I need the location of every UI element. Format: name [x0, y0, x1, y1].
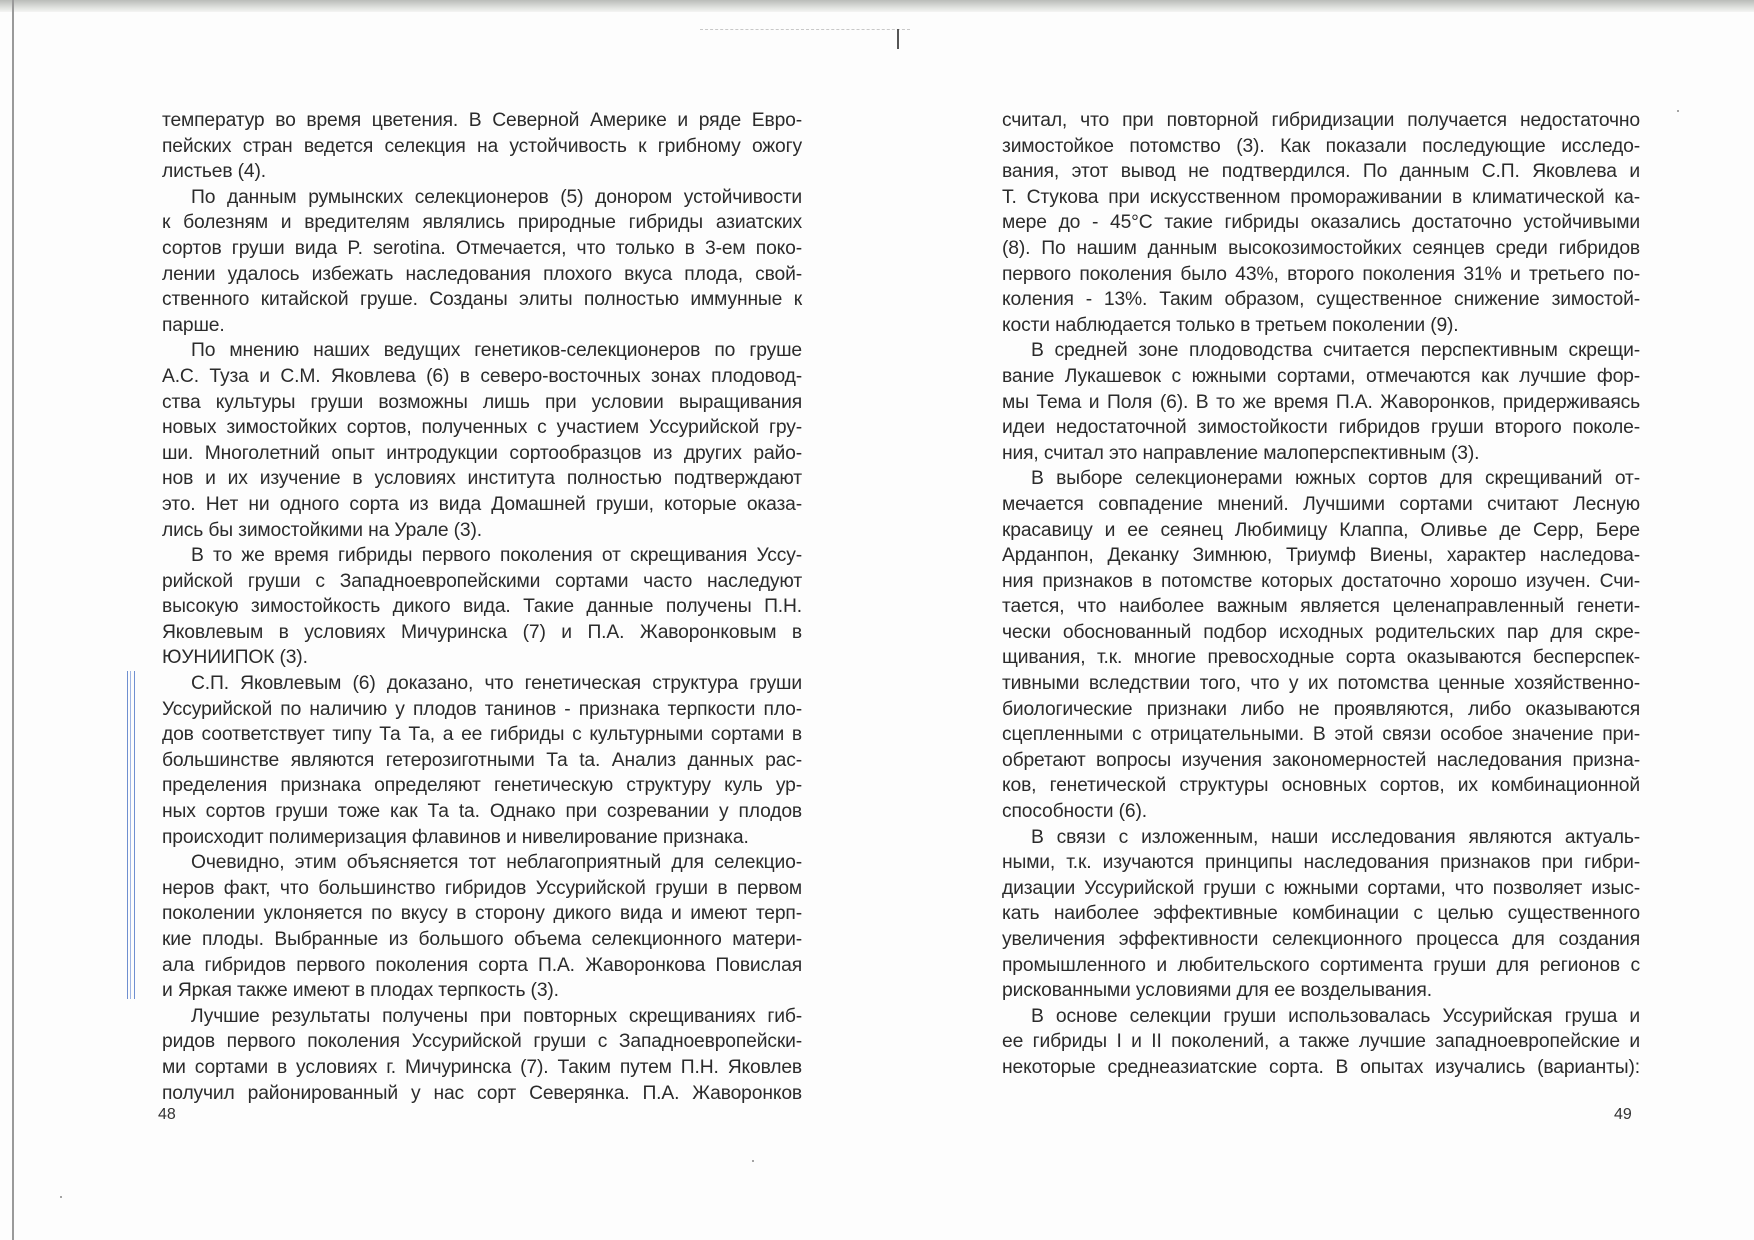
text-line: пределения признака определяют генетическую структуру куль ур- [162, 775, 802, 797]
text-line: вания, этот вывод не подтвердился. По данным С.П. Яковлева и [1002, 161, 1640, 183]
text-line: ши. Многолетний опыт интродукции сортообразцов из других райо- [162, 442, 802, 464]
text-line: Лучшие результаты получены при повторных скрещиваниях гиб- [191, 1005, 802, 1027]
text-line: тается, что наиболее важным является целенаправленный генети- [1002, 596, 1640, 618]
page-number-right: 49 [1614, 1106, 1632, 1123]
text-line: ЮУНИИПОК (3). [162, 647, 308, 669]
text-line: ков, генетической структуры основных сортов, их комбинационной [1002, 775, 1640, 797]
text-line: чески обоснованный подбор исходных родительских пар для скре- [1002, 621, 1640, 643]
text-line: лись бы зимостойкими на Урале (3). [162, 519, 482, 541]
text-line: увеличения эффективности селекционного процесса для создания [1002, 929, 1640, 950]
right-page-body [1002, 108, 1640, 1081]
scanner-edge-left [12, 0, 14, 1240]
text-line: температур во время цветения. В Северной Америке и ряде Евро- [162, 110, 802, 131]
text-line: красавицу и ее сеянец Любимицу Клаппа, Оливье де Серр, Бере [1002, 519, 1640, 541]
text-line: считал, что при повторной гибридизации получается недостаточно [1002, 110, 1640, 131]
text-line: ственного китайской груше. Созданы элиты полностью иммунные к [162, 289, 802, 311]
text-line: В связи с изложенным, наши исследования являются актуаль- [1031, 826, 1640, 848]
text-line: первого поколения было 43%, второго поколения 31% и третьего по- [1002, 263, 1640, 285]
text-line: нов и их изучение в условиях института полностью подтверждают [162, 468, 802, 490]
text-line: биологические признаки либо не проявляются, либо оказываются [1002, 698, 1640, 720]
text-line: По данным румынских селекционеров (5) донором устойчивости [191, 186, 802, 208]
text-line: дизации Уссурийской груши с южными сортами, что позволяет изыс- [1002, 877, 1640, 899]
text-line: промышленного и любительского сортимента груши для регионов с [1002, 954, 1640, 976]
text-line: ала гибридов первого поколения сорта П.А. Жаворонкова Повислая [162, 954, 802, 976]
scan-speck [752, 1160, 754, 1162]
text-line: обретают вопросы изучения закономерностей наследования призна- [1002, 749, 1640, 771]
text-line: Яковлевым в условиях Мичуринска (7) и П.А. Жаворонковым в [162, 621, 802, 643]
text-line: способности (6). [1002, 801, 1147, 823]
scanner-edge-top [0, 0, 1754, 12]
text-line: поколении уклоняется по вкусу в сторону дикого вида и имеют терп- [162, 903, 802, 925]
margin-pen-mark [127, 671, 135, 999]
text-line: ными, т.к. изучаются принципы наследования признаков при гибри- [1002, 852, 1640, 874]
text-line: ее гибриды I и II поколений, а также лучшие западноевропейские и [1002, 1031, 1640, 1053]
text-line: По мнению наших ведущих генетиков-селекционеров по груше [191, 340, 802, 362]
text-line: получил районированный у нас сорт Северянка. П.А. Жаворонков [162, 1082, 802, 1104]
text-line: рискованными условиями для ее возделывания. [1002, 980, 1432, 1002]
text-line: к болезням и вредителям являлись природные гибриды азиатских [162, 212, 802, 234]
text-line: В основе селекции груши использовалась Уссурийская груша и [1031, 1005, 1640, 1027]
text-line: ных сортов груши тоже как Та ta. Однако при созревании у плодов [162, 801, 802, 823]
text-line: происходит полимеризация флавинов и нивелирование признака. [162, 826, 749, 848]
text-line: мечается совпадение мнений. Лучшими сортами считают Лесную [1002, 493, 1640, 515]
text-line: Очевидно, этим объясняется тот неблагоприятный для селекцио- [191, 852, 802, 874]
fold-guide-line [700, 29, 910, 31]
text-line: неров факт, что большинство гибридов Уссурийской груши в первом [162, 877, 802, 899]
page-number-left: 48 [158, 1106, 176, 1123]
text-line: дов соответствует типу Та Та, а ее гибриды с культурными сортами в [162, 724, 802, 746]
text-line: рийской груши с Западноевропейскими сортами часто наследуют [162, 570, 802, 592]
text-line: В то же время гибриды первого поколения от скрещивания Уссу- [191, 545, 802, 567]
text-line: вание Лукашевок с южными сортами, отмечаются как лучшие фор- [1002, 365, 1640, 387]
text-line: тивными вследствии того, что у их потомства ценные хозяйственно- [1002, 673, 1640, 695]
text-line: и Яркая также имеют в плодах терпкость (3). [162, 980, 559, 1002]
text-line: С.П. Яковлевым (6) доказано, что генетическая структура груши [191, 673, 802, 695]
text-line: ми сортами в условиях г. Мичуринска (7). Таким путем П.Н. Яковлев [162, 1056, 802, 1078]
text-line: идеи недостаточной зимостойкости гибридов груши второго поколе- [1002, 417, 1640, 439]
text-line: ния, считал это направление малоперспективным (3). [1002, 442, 1480, 464]
text-line: сцепленными с отрицательными. В этой связи особое значение при- [1002, 724, 1640, 746]
left-page-body [162, 108, 802, 1106]
text-line: А.С. Туза и С.М. Яковлева (6) в северо-восточных зонах плодовод- [162, 365, 802, 387]
text-line: Арданпон, Деканку Зимнюю, Триумф Виены, характер наследова- [1002, 545, 1640, 567]
text-line: ства культуры груши возможны лишь при условии выращивания [162, 391, 802, 413]
fold-mark [897, 29, 899, 49]
text-line: мере до - 45°С такие гибриды оказались достаточно устойчивыми [1002, 212, 1640, 234]
text-line: кие плоды. Выбранные из большого объема селекционного матери- [162, 929, 802, 950]
text-line: парше. [162, 314, 225, 336]
text-line: сортов груши вида P. serotina. Отмечается, что только в 3-ем поко- [162, 237, 802, 259]
text-line: В выборе селекционерами южных сортов для скрещиваний от- [1031, 468, 1640, 490]
text-line: (8). По нашим данным высокозимостойких сеянцев среди гибридов [1002, 237, 1640, 259]
text-line: листьев (4). [162, 161, 266, 183]
text-line: Т. Стукова при искусственном промораживании в климатической ка- [1002, 186, 1640, 208]
scan-speck [60, 1196, 62, 1198]
text-line: большинстве являются гетерозиготными Та ta. Анализ данных рас- [162, 749, 802, 771]
text-line: некоторые среднеазиатские сорта. В опытах изучались (варианты): [1002, 1056, 1640, 1078]
text-line: кать наиболее эффективные комбинации с целью существенного [1002, 903, 1640, 925]
text-line: коления - 13%. Таким образом, существенное снижение зимостой- [1002, 289, 1640, 311]
text-line: ния признаков в потомстве которых достаточно хорошо изучен. Счи- [1002, 570, 1640, 592]
text-line: лении удалось избежать наследования плохого вкуса плода, свой- [162, 263, 802, 285]
text-line: Уссурийской по наличию у плодов танинов - признака терпкости пло- [162, 698, 802, 720]
text-line: щивания, т.к. многие превосходные сорта оказываются бесперспек- [1002, 647, 1640, 669]
text-line: пейских стран ведется селекция на устойчивость к грибному ожогу [162, 135, 802, 157]
text-line: кости наблюдается только в третьем поколении (9). [1002, 314, 1459, 336]
text-line: мы Тема и Поля (6). В то же время П.А. Жаворонков, придерживаясь [1002, 391, 1640, 413]
scan-speck [1677, 110, 1679, 112]
text-line: высокую зимостойкость дикого вида. Такие данные получены П.Н. [162, 596, 802, 618]
text-line: ридов первого поколения Уссурийской груши с Западноевропейски- [162, 1031, 802, 1053]
text-line: это. Нет ни одного сорта из вида Домашней груши, которые оказа- [162, 493, 802, 515]
text-line: В средней зоне плодоводства считается перспективным скрещи- [1031, 340, 1640, 362]
text-line: новых зимостойких сортов, полученных с участием Уссурийской гру- [162, 417, 802, 439]
text-line: зимостойкое потомство (3). Как показали последующие исследо- [1002, 135, 1640, 157]
